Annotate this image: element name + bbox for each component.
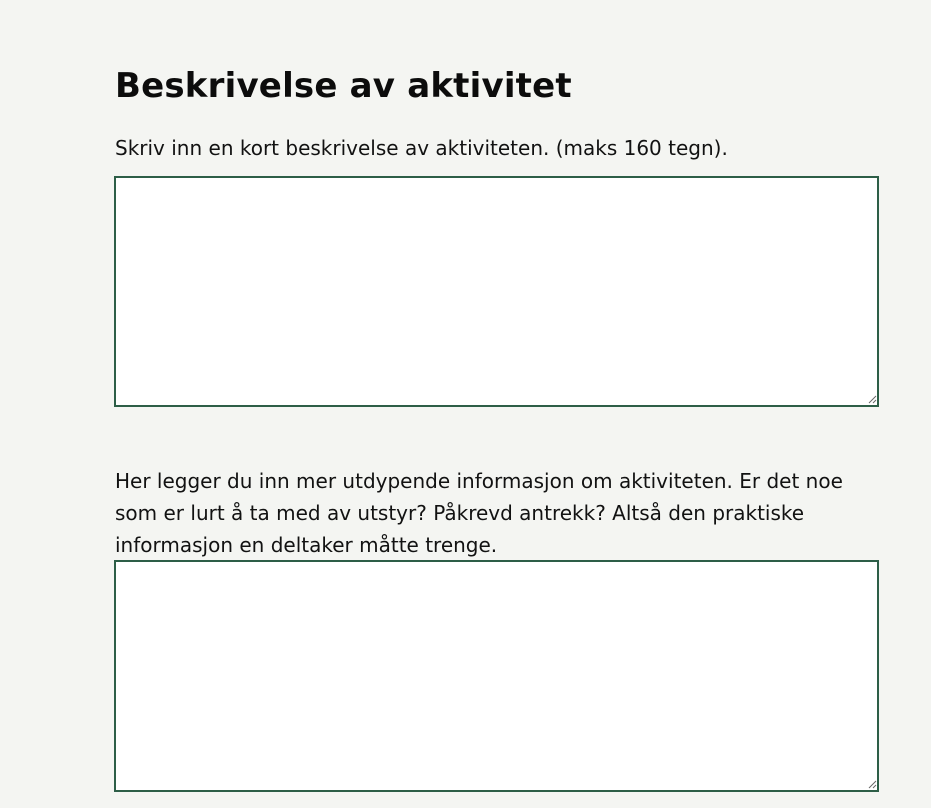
resize-handle-icon[interactable]	[867, 394, 877, 404]
short-description-label: Skriv inn en kort beskrivelse av aktiviteten. (maks 160 tegn).	[115, 136, 728, 160]
long-description-label: Her legger du inn mer utdypende informasjon om aktiviteten. Er det noe som er lurt å ta med av utstyr? Påkrevd antrekk? Altså den praktiske informasjon en deltaker måtte trenge.	[115, 469, 843, 557]
short-description-textarea[interactable]	[114, 176, 879, 407]
long-description-textarea[interactable]	[114, 560, 879, 792]
resize-handle-icon[interactable]	[867, 779, 877, 789]
page-title: Beskrivelse av aktivitet	[115, 66, 572, 106]
